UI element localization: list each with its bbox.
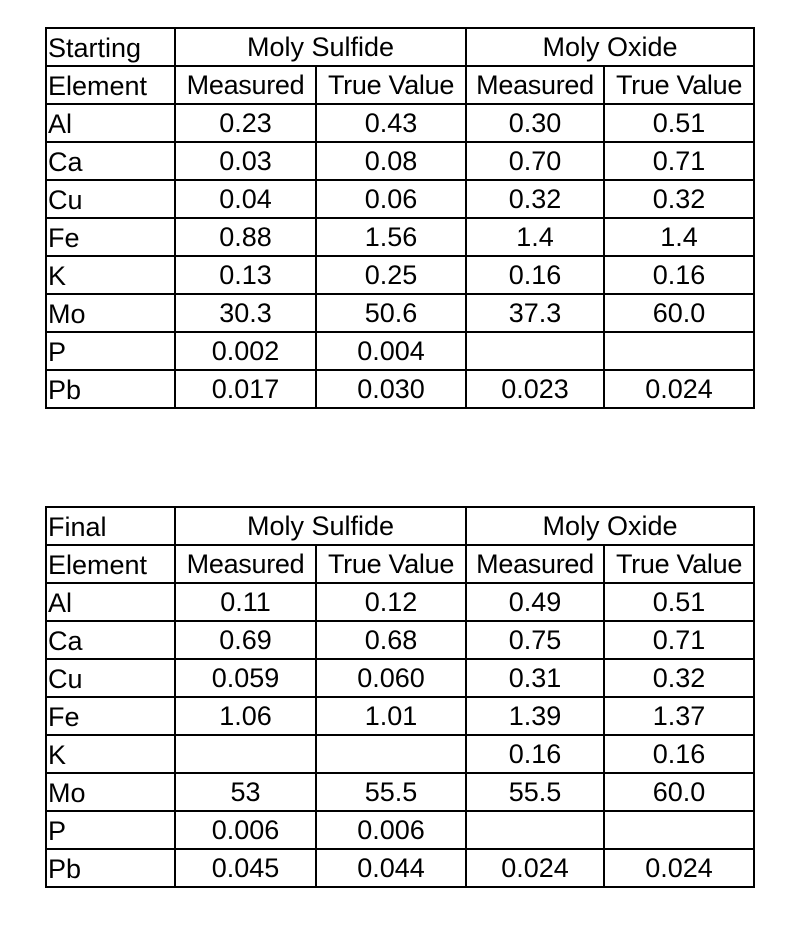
value-cell: 55.5 [466,773,604,811]
element-cell: Cu [46,659,175,697]
value-cell: 60.0 [604,294,754,332]
subheader-true-value: True Value [316,66,466,104]
value-cell: 0.51 [604,583,754,621]
value-cell: 1.37 [604,697,754,735]
value-cell: 0.70 [466,142,604,180]
element-cell: Mo [46,773,175,811]
element-cell: K [46,735,175,773]
value-cell: 55.5 [316,773,466,811]
value-cell: 0.024 [466,849,604,887]
table-row [46,256,754,294]
table-header-row [46,507,754,545]
subheader-measured: Measured [175,66,316,104]
table-row [46,697,754,735]
value-cell: 0.51 [604,104,754,142]
value-cell: 0.08 [316,142,466,180]
table-row [46,849,754,887]
table-row [46,583,754,621]
value-cell: 0.023 [466,370,604,408]
value-cell: 0.16 [466,256,604,294]
value-cell: 0.30 [466,104,604,142]
group-header-moly-sulfide: Moly Sulfide [175,28,466,66]
value-cell: 1.01 [316,697,466,735]
value-cell: 30.3 [175,294,316,332]
element-cell: Al [46,104,175,142]
value-cell [175,735,316,773]
table-row [46,180,754,218]
value-cell: 0.71 [604,142,754,180]
corner-label-top: Final [46,507,175,545]
group-header-moly-oxide: Moly Oxide [466,28,754,66]
subheader-measured: Measured [466,545,604,583]
table-row [46,735,754,773]
subheader-true-value: True Value [604,545,754,583]
value-cell: 0.045 [175,849,316,887]
table-row [46,773,754,811]
value-cell: 1.4 [604,218,754,256]
table-header-row [46,28,754,66]
value-cell: 0.32 [604,180,754,218]
value-cell: 0.32 [604,659,754,697]
value-cell: 0.017 [175,370,316,408]
subheader-true-value: True Value [316,545,466,583]
value-cell: 0.030 [316,370,466,408]
value-cell: 0.044 [316,849,466,887]
value-cell: 0.060 [316,659,466,697]
value-cell: 0.71 [604,621,754,659]
value-cell: 0.004 [316,332,466,370]
corner-label-top: Starting [46,28,175,66]
starting-element-table [45,27,755,409]
value-cell: 0.75 [466,621,604,659]
value-cell: 60.0 [604,773,754,811]
element-cell: K [46,256,175,294]
element-cell: Fe [46,697,175,735]
value-cell: 0.006 [316,811,466,849]
element-cell: Cu [46,180,175,218]
value-cell: 0.23 [175,104,316,142]
value-cell: 1.06 [175,697,316,735]
value-cell: 53 [175,773,316,811]
value-cell: 0.03 [175,142,316,180]
value-cell: 0.06 [316,180,466,218]
value-cell: 0.11 [175,583,316,621]
value-cell [316,735,466,773]
element-cell: P [46,811,175,849]
table-subheader-row [46,66,754,104]
value-cell: 1.39 [466,697,604,735]
table-row [46,370,754,408]
corner-label-bottom: Element [46,545,175,583]
value-cell [466,332,604,370]
value-cell: 0.31 [466,659,604,697]
subheader-true-value: True Value [604,66,754,104]
group-header-moly-sulfide: Moly Sulfide [175,507,466,545]
value-cell: 1.56 [316,218,466,256]
value-cell: 1.4 [466,218,604,256]
element-cell: Pb [46,849,175,887]
value-cell [466,811,604,849]
element-cell: Al [46,583,175,621]
value-cell: 0.25 [316,256,466,294]
table-row [46,659,754,697]
subheader-measured: Measured [175,545,316,583]
final-element-table [45,506,755,888]
value-cell: 37.3 [466,294,604,332]
subheader-measured: Measured [466,66,604,104]
value-cell: 0.13 [175,256,316,294]
value-cell: 0.32 [466,180,604,218]
value-cell: 0.16 [466,735,604,773]
element-cell: Ca [46,142,175,180]
element-cell: P [46,332,175,370]
table-row [46,294,754,332]
value-cell: 0.16 [604,735,754,773]
corner-label-bottom: Element [46,66,175,104]
value-cell [604,332,754,370]
value-cell: 50.6 [316,294,466,332]
value-cell: 0.059 [175,659,316,697]
table-row [46,811,754,849]
value-cell: 0.006 [175,811,316,849]
value-cell: 0.12 [316,583,466,621]
table-subheader-row [46,545,754,583]
value-cell: 0.49 [466,583,604,621]
value-cell: 0.69 [175,621,316,659]
value-cell: 0.88 [175,218,316,256]
element-cell: Ca [46,621,175,659]
element-cell: Fe [46,218,175,256]
value-cell: 0.43 [316,104,466,142]
table-row [46,218,754,256]
table-row [46,621,754,659]
value-cell: 0.002 [175,332,316,370]
value-cell: 0.024 [604,849,754,887]
group-header-moly-oxide: Moly Oxide [466,507,754,545]
element-cell: Pb [46,370,175,408]
value-cell: 0.04 [175,180,316,218]
element-cell: Mo [46,294,175,332]
table-row [46,332,754,370]
value-cell: 0.16 [604,256,754,294]
value-cell: 0.68 [316,621,466,659]
table-row [46,142,754,180]
table-row [46,104,754,142]
value-cell [604,811,754,849]
value-cell: 0.024 [604,370,754,408]
